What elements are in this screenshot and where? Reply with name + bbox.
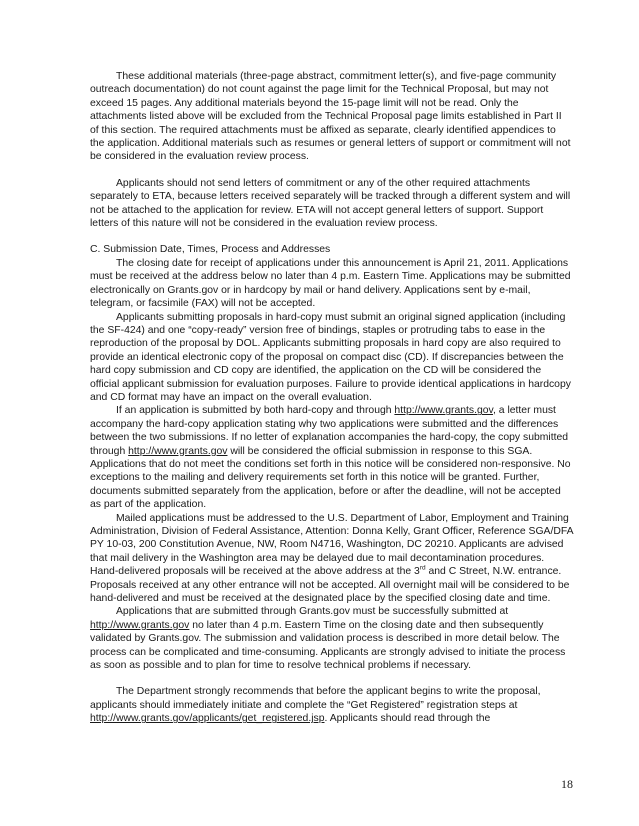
paragraph-hard-copy: Applicants submitting proposals in hard-copy must submit an original signed application (including the SF-424) and one “copy-ready” version free of bindings, staples or protruding tabs to ease in the reproduction of the proposal by DOL. Applicants submitting proposals in hard copy are also required to provide an identical electronic copy of the proposal on compact disc (CD). If discrepancies between the hard copy submission and CD copy are identified, the application on the CD will be considered the official applicant submission for evaluation purposes. Failure to provide identical applications in hardcopy and CD format may have an impact on the overall evaluation. <box>90 311 571 403</box>
grants-gov-link[interactable]: http://www.grants.gov <box>90 619 190 631</box>
get-registered-link[interactable]: http://www.grants.gov/applicants/get_registered.jsp <box>90 713 325 725</box>
paragraph-get-registered: The Department strongly recommends that before the applicant begins to write the proposal, applicants should immediately initiate and complete the “Get Registered” registration steps at http://www.grants.gov/applicants/get_registered.jsp. Applicants should read through the <box>90 686 541 725</box>
paragraph-letters-of-commitment: Applicants should not send letters of commitment or any of the other required attachments separately to ETA, because letters received separately will be tracked through a different system and will not be attached to the application for review. ETA will not accept general letters of support. Support letters of this nature will not be considered in the evaluation review process. <box>90 177 571 230</box>
page-number: 18 <box>561 777 573 791</box>
paragraph-grants-gov-submission: Applications that are submitted through Grants.gov must be successfully submitted at http://www.grants.gov no later than 4 p.m. Eastern Time on the closing date and then subsequently validated by Grants.gov. The submission and validation process is described in more detail below. The process can be complicated and time-consuming. Applicants are strongly advised to initiate the process as soon as possible and to plan for time to resolve technical problems if necessary. <box>90 606 566 672</box>
paragraph-closing-date: The closing date for receipt of applications under this announcement is April 21, 2011. Applications must be received at the address below no later than 4 p.m. Eastern Time. Applications may be submitted electronically on Grants.gov or in hardcopy by mail or hand delivery. Applications sent by e-mail, telegram, or facsimile (FAX) will not be accepted. <box>90 257 571 310</box>
paragraph-additional-materials: These additional materials (three-page abstract, commitment letter(s), and five-page community outreach documentation) do not count against the page limit for the Technical Proposal, but may not exceed 15 pages. Any additional materials beyond the 15-page limit will not be read. Only the attachments listed above will be excluded from the Technical Proposal page limits established in Part II of this section. The required attachments must be affixed as separate, clearly identified appendices to the application. Additional materials such as resumes or general letters of support or commitment will not be considered in the evaluation review process. <box>90 71 571 163</box>
grants-gov-link[interactable]: http://www.grants.gov <box>394 405 493 417</box>
paragraph-both-submissions: If an application is submitted by both hard-copy and through http://www.grants.gov, a letter must accompany the hard-copy application stating why two applications were submitted and the differences between the two submissions. If no letter of explanation accompanies the hard-copy, the copy submitted through http://www.grants.gov will be considered the official submission in response to this SGA. Applications that do not meet the conditions set forth in this notice will be considered non-responsive. No exceptions to the mailing and delivery requirements set forth in this notice will be granted. Further, documents submitted separately from the application, before or after the deadline, will not be accepted as part of the application. <box>90 405 571 511</box>
grants-gov-link[interactable]: http://www.grants.gov <box>128 445 228 457</box>
section-heading: C. Submission Date, Times, Process and Addresses <box>90 244 331 256</box>
paragraph-mailed-applications: Mailed applications must be addressed to the U.S. Department of Labor, Employment and Training Administration, Division of Federal Assistance, Attention: Donna Kelly, Grant Officer, Reference SGA/DFA PY 10-03, 200 Constitution Avenue, NW, Room N4716, Washington, DC 20210. Applicants are advised that mail delivery in the Washington area may be delayed due to mail decontamination procedures. Hand-delivered proposals will be received at the above address at the 3rd and C Street, N.W. entrance. Proposals received at any other entrance will not be accepted. All overnight mail will be considered to be hand-delivered and must be received at the designated place by the specified closing date and time. <box>90 512 574 605</box>
